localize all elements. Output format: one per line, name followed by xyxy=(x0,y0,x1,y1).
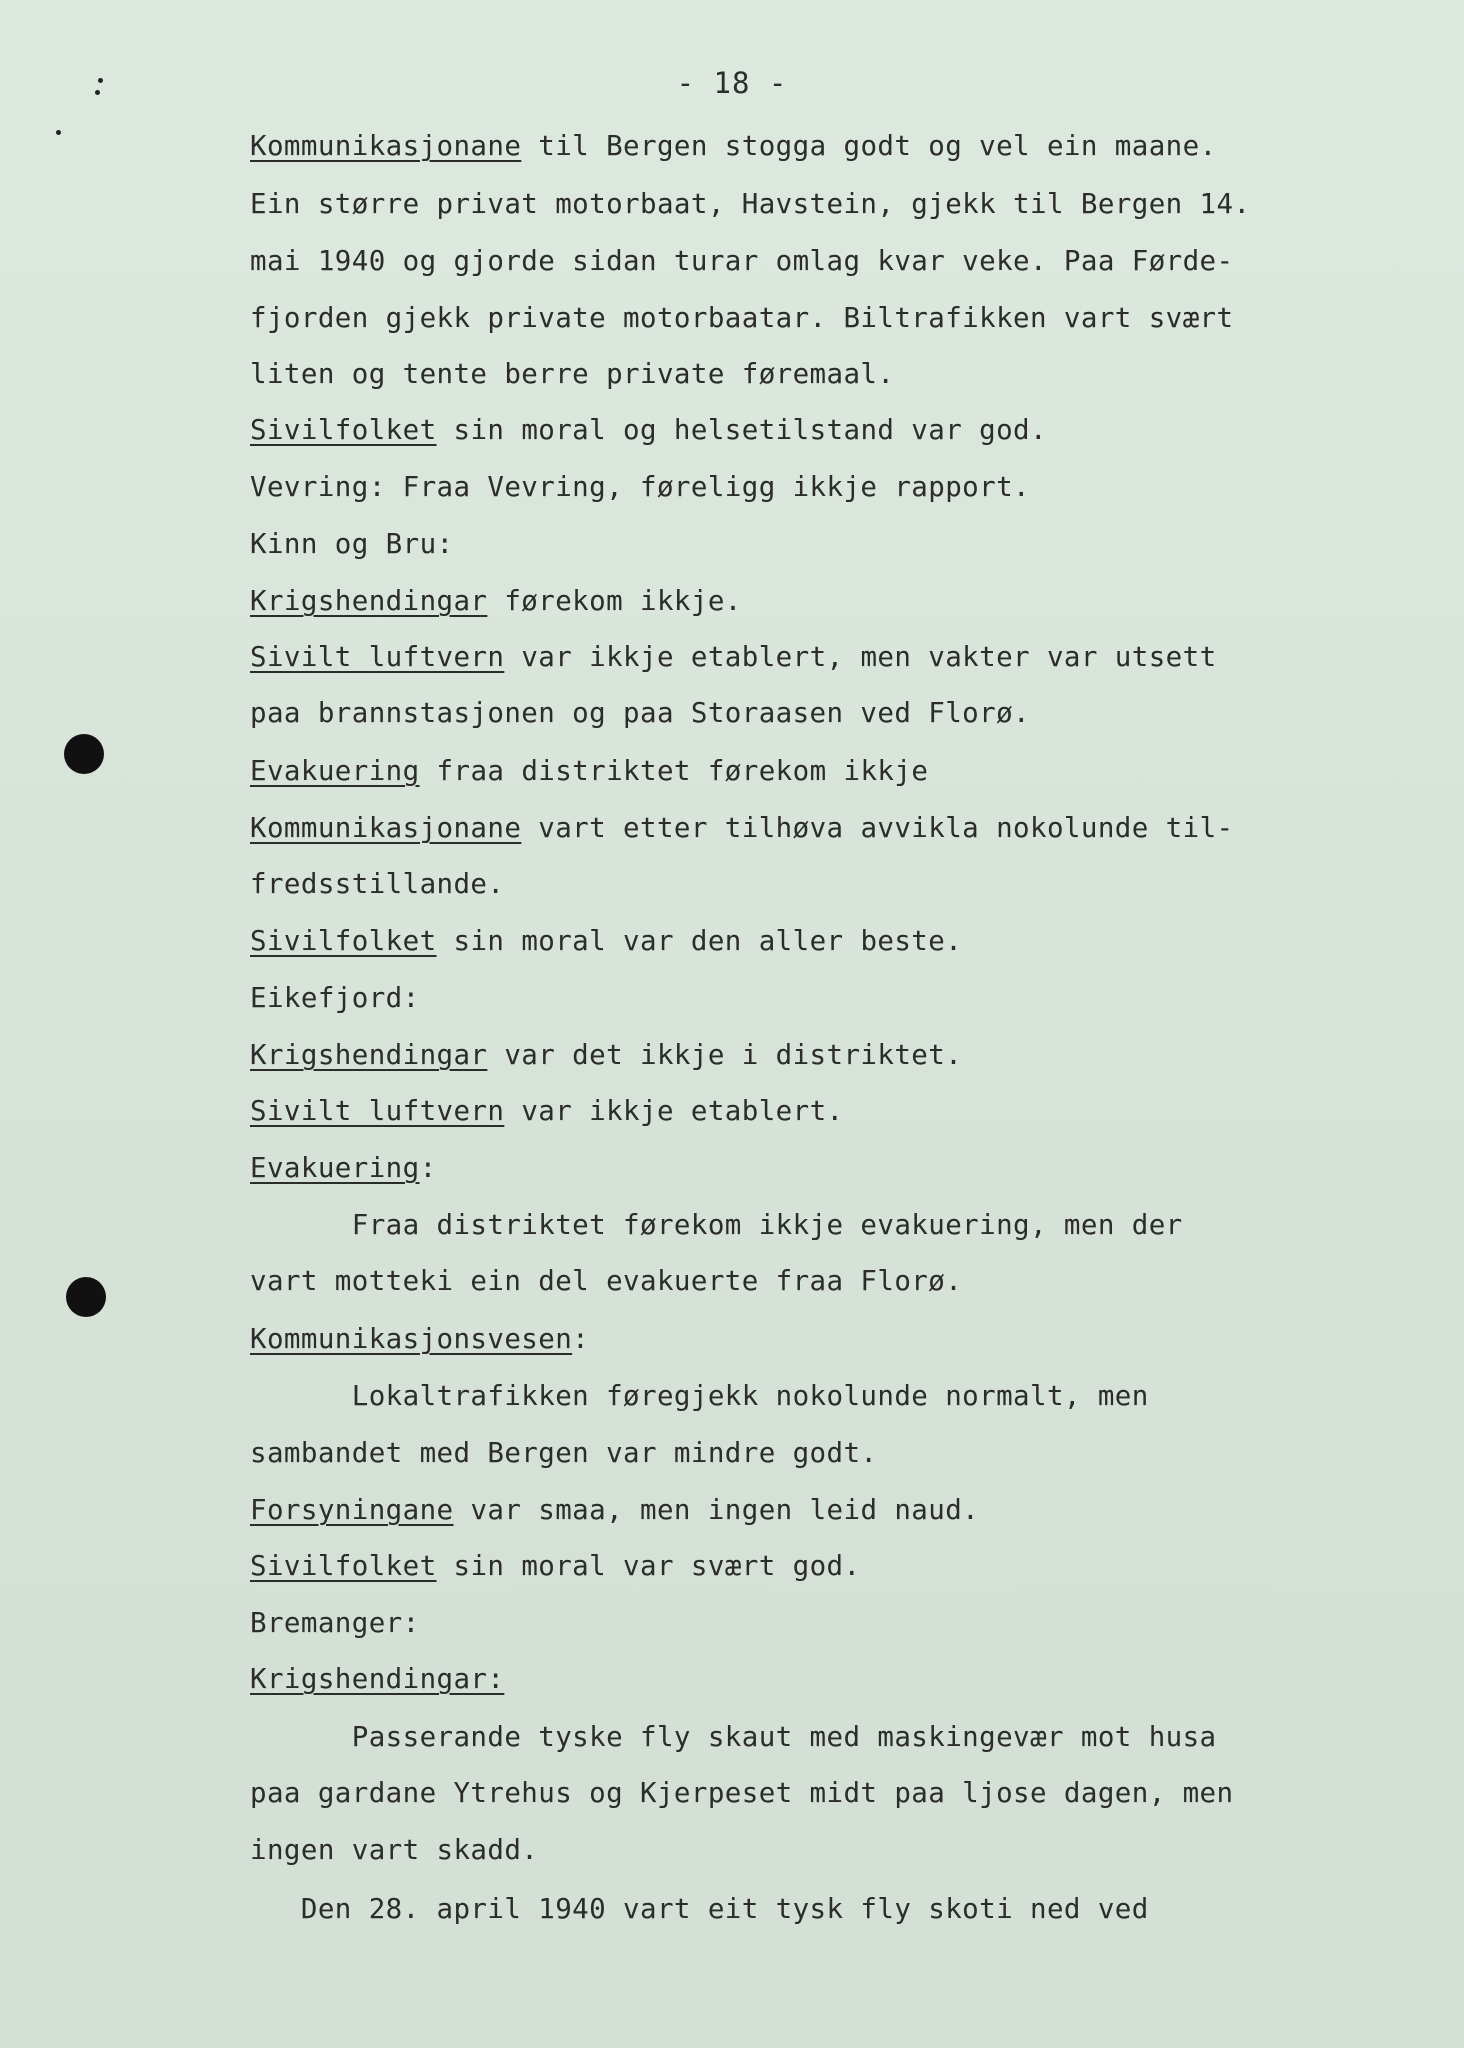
text-line xyxy=(250,302,1233,334)
section-heading: Kommunikasjonsvesen xyxy=(250,1323,573,1355)
section-heading: Krigshendingar xyxy=(250,585,488,617)
text-line xyxy=(250,1834,538,1866)
line-text: sin moral og helsetilstand var god. xyxy=(436,414,1047,446)
line-text: paa brannstasjonen og paa Storaasen ved Florø. xyxy=(250,697,1030,729)
line-text: Fraa distriktet førekom ikkje evakuering, men der xyxy=(250,1209,1183,1241)
line-text: liten og tente berre private føremaal. xyxy=(250,358,895,390)
text-line xyxy=(250,1607,420,1639)
text-line xyxy=(250,188,1250,220)
line-text: fredsstillande. xyxy=(250,868,505,900)
line-text: vart etter tilhøva avvikla nokolunde til- xyxy=(521,812,1234,844)
line-text: mai 1940 og gjorde sidan turar omlag kvar veke. Paa Førde- xyxy=(250,245,1234,277)
section-heading: Kommunikasjonane xyxy=(250,812,522,844)
line-text: Ein større privat motorbaat, Havstein, gjekk til Bergen 14. xyxy=(250,188,1251,220)
line-text: Den 28. april 1940 vart eit tysk fly skoti ned ved xyxy=(250,1893,1149,1925)
line-text: fraa distriktet førekom ikkje xyxy=(419,755,929,787)
punch-hole-bottom xyxy=(66,1277,106,1317)
section-heading: Krigshendingar xyxy=(250,1039,488,1071)
page-number: - 18 - xyxy=(676,66,788,100)
section-heading: Krigshendingar: xyxy=(250,1663,505,1695)
text-line xyxy=(250,641,1217,673)
text-line xyxy=(250,1039,962,1071)
line-text: sin moral var den aller beste. xyxy=(436,925,963,957)
line-text: sambandet med Bergen var mindre godt. xyxy=(250,1437,878,1469)
text-line xyxy=(250,414,1047,446)
text-line xyxy=(250,812,1233,844)
line-text: var smaa, men ingen leid naud. xyxy=(453,1494,980,1526)
line-text: sin moral var svært god. xyxy=(436,1550,861,1582)
line-text: ingen vart skadd. xyxy=(250,1834,539,1866)
ink-speck xyxy=(56,130,61,135)
text-line xyxy=(250,471,1030,503)
text-line xyxy=(250,1095,844,1127)
line-text: Bremanger: xyxy=(250,1607,420,1639)
line-text: Lokaltrafikken føregjekk nokolunde normalt, men xyxy=(250,1380,1149,1412)
section-heading: Sivilt luftvern xyxy=(250,1095,505,1127)
text-line xyxy=(250,1437,877,1469)
line-text: : xyxy=(572,1323,590,1355)
line-text: var ikkje etablert, men vakter var utsett xyxy=(504,641,1217,673)
text-line xyxy=(250,1494,979,1526)
section-heading: Kommunikasjonane xyxy=(250,130,522,162)
line-text: Eikefjord: xyxy=(250,982,420,1014)
text-line xyxy=(250,755,928,787)
text-line xyxy=(250,868,504,900)
line-text: vart motteki ein del evakuerte fraa Florø. xyxy=(250,1265,963,1297)
section-heading: Sivilfolket xyxy=(250,1550,437,1582)
section-heading: Sivilt luftvern xyxy=(250,641,505,673)
line-text: var ikkje etablert. xyxy=(504,1095,844,1127)
line-text: Kinn og Bru: xyxy=(250,528,454,560)
line-text: paa gardane Ytrehus og Kjerpeset midt paa ljose dagen, men xyxy=(250,1777,1234,1809)
text-line xyxy=(250,1265,962,1297)
line-text: fjorden gjekk private motorbaatar. Biltrafikken vart svært xyxy=(250,302,1234,334)
line-text: til Bergen stogga godt og vel ein maane. xyxy=(521,130,1217,162)
text-line xyxy=(250,697,1030,729)
text-line xyxy=(250,585,742,617)
text-line xyxy=(250,1777,1233,1809)
text-line xyxy=(250,1721,1217,1753)
line-text: førekom ikkje. xyxy=(487,585,742,617)
text-line xyxy=(250,1152,437,1184)
text-line xyxy=(250,1663,504,1695)
text-line xyxy=(250,1323,589,1355)
line-text: Vevring: Fraa Vevring, føreligg ikkje rapport. xyxy=(250,471,1030,503)
text-line xyxy=(250,1380,1149,1412)
text-line xyxy=(250,1209,1183,1241)
line-text: var det ikkje i distriktet. xyxy=(487,1039,963,1071)
punch-hole-top xyxy=(64,734,104,774)
line-text: Passerande tyske fly skaut med maskingevær mot husa xyxy=(250,1721,1217,1753)
line-text: : xyxy=(419,1152,437,1184)
text-line xyxy=(250,130,1217,162)
text-line xyxy=(250,528,453,560)
text-line xyxy=(250,925,962,957)
text-line xyxy=(250,245,1233,277)
text-line xyxy=(250,1550,860,1582)
section-heading: Evakuering xyxy=(250,755,420,787)
text-line xyxy=(250,982,420,1014)
text-line xyxy=(250,358,894,390)
text-line xyxy=(250,1893,1149,1925)
section-heading: Evakuering xyxy=(250,1152,420,1184)
section-heading: Forsyningane xyxy=(250,1494,454,1526)
section-heading: Sivilfolket xyxy=(250,414,437,446)
section-heading: Sivilfolket xyxy=(250,925,437,957)
